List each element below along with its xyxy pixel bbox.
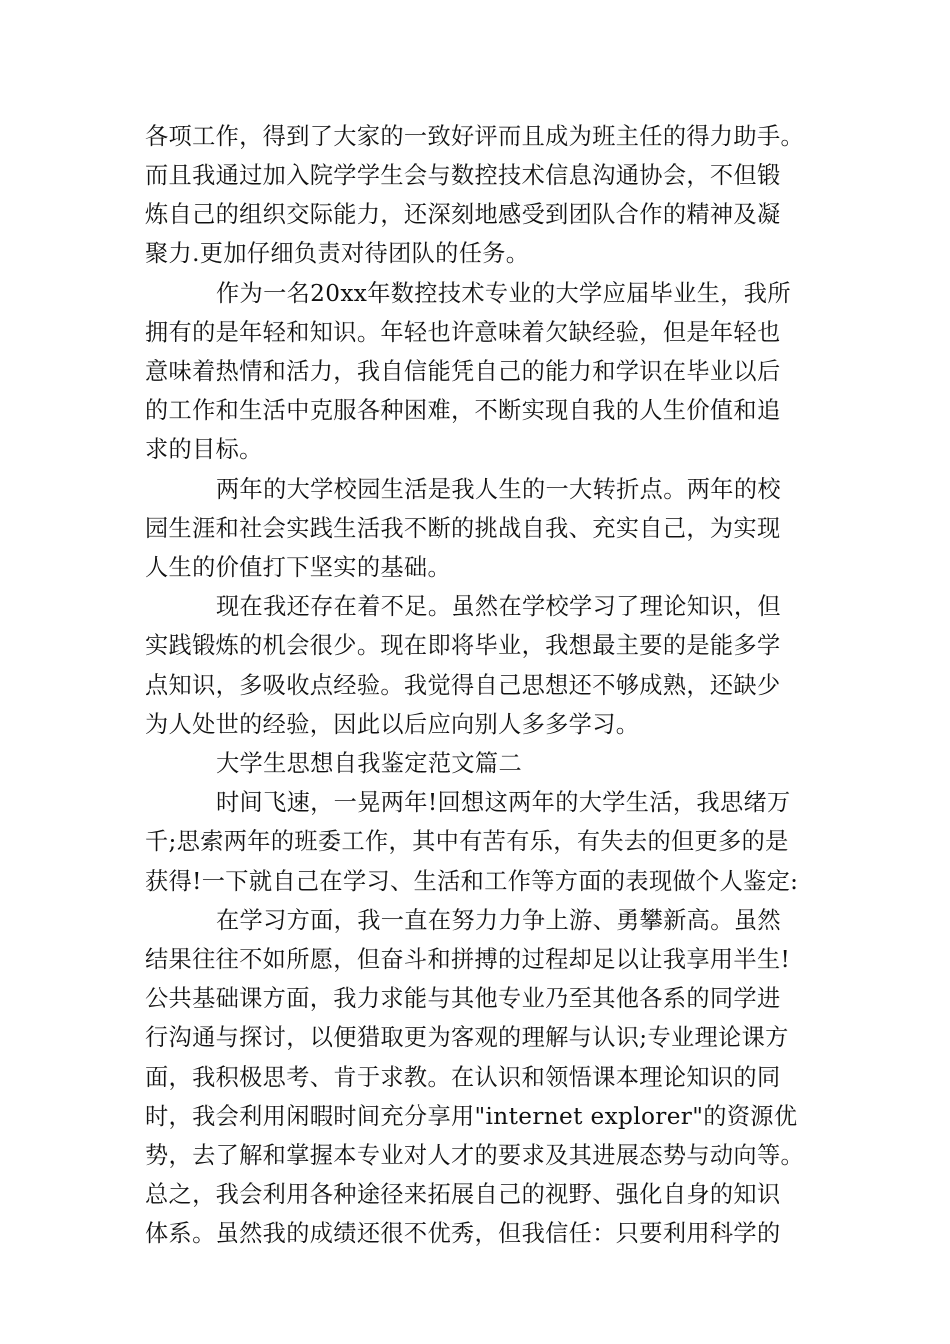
text-line: 公共基础课方面，我力求能与其他专业乃至其他各系的同学进 xyxy=(145,985,781,1012)
text-line: 体系。虽然我的成绩还很不优秀，但我信任：只要利用科学的 xyxy=(145,1220,781,1247)
text-line: 意味着热情和活力，我自信能凭自己的能力和学识在毕业以后 xyxy=(145,358,781,385)
text-line: 拥有的是年轻和知识。年轻也许意味着欠缺经验，但是年轻也 xyxy=(145,319,781,346)
text-line: 聚力.更加仔细负责对待团队的任务。 xyxy=(145,240,530,267)
text-line: 求的目标。 xyxy=(145,436,263,463)
text-line: 为人处世的经验，因此以后应向别人多多学习。 xyxy=(145,711,640,738)
paragraph-first-line: 现在我还存在着不足。虽然在学校学习了理论知识，但 xyxy=(216,593,781,620)
section-heading: 大学生思想自我鉴定范文篇二 xyxy=(216,750,522,777)
text-line: 各项工作，得到了大家的一致好评而且成为班主任的得力助手。 xyxy=(145,123,805,150)
paragraph-first-line: 在学习方面，我一直在努力力争上游、勇攀新高。虽然 xyxy=(216,907,781,934)
text-line: 而且我通过加入院学学生会与数控技术信息沟通协会，不但锻 xyxy=(145,162,781,189)
text-line: 炼自己的组织交际能力，还深刻地感受到团队合作的精神及凝 xyxy=(145,201,781,228)
text-line: 人生的价值打下坚实的基础。 xyxy=(145,554,451,581)
text-line: 点知识，多吸收点经验。我觉得自己思想还不够成熟，还缺少 xyxy=(145,672,781,699)
paragraph-first-line: 两年的大学校园生活是我人生的一大转折点。两年的校 xyxy=(216,476,781,503)
text-line: 势，去了解和掌握本专业对人才的要求及其进展态势与动向等。 xyxy=(145,1142,805,1169)
text-line: 结果往往不如所愿，但奋斗和拼搏的过程却足以让我享用半生! xyxy=(145,946,791,973)
text-line: 面，我积极思考、肯于求教。在认识和领悟课本理论知识的同 xyxy=(145,1064,781,1091)
text-line: 实践锻炼的机会很少。现在即将毕业，我想最主要的是能多学 xyxy=(145,632,781,659)
text-line: 的工作和生活中克服各种困难，不断实现自我的人生价值和追 xyxy=(145,397,781,424)
text-line: 千;思索两年的班委工作，其中有苦有乐，有失去的但更多的是 xyxy=(145,828,789,855)
text-line: 时，我会利用闲暇时间充分享用"internet explorer"的资源优 xyxy=(145,1103,798,1130)
text-line: 获得!一下就自己在学习、生活和工作等方面的表现做个人鉴定: xyxy=(145,868,799,895)
paragraph-first-line: 时间飞速，一晃两年!回想这两年的大学生活，我思绪万 xyxy=(216,789,791,816)
text-line: 总之，我会利用各种途径来拓展自己的视野、强化自身的知识 xyxy=(145,1181,781,1208)
text-line: 行沟通与探讨，以便猎取更为客观的理解与认识;专业理论课方 xyxy=(145,1024,789,1051)
paragraph-first-line: 作为一名20xx年数控技术专业的大学应届毕业生，我所 xyxy=(216,280,791,307)
text-line: 园生涯和社会实践生活我不断的挑战自我、充实自己，为实现 xyxy=(145,515,781,542)
